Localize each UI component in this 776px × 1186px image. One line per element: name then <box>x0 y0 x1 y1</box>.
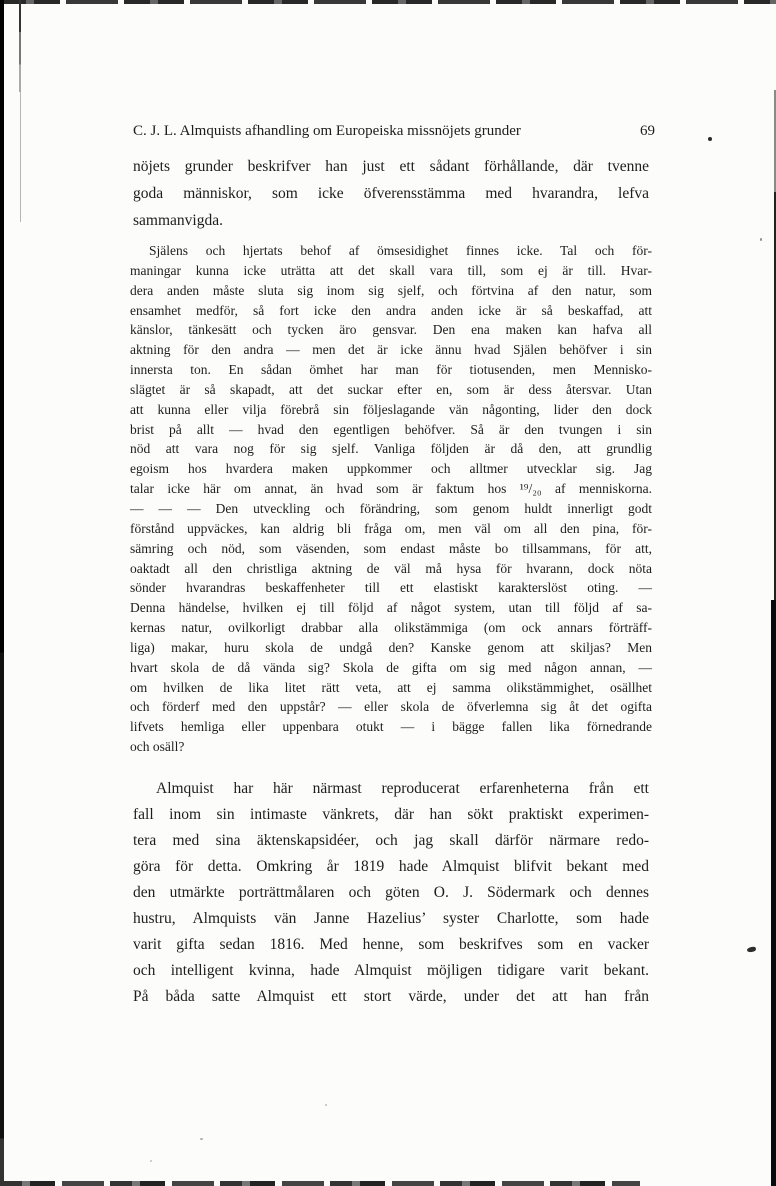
paragraph-top <box>133 153 649 234</box>
text-line: slägtet är så skapadt, att det suckar efter en, som är dess återsvar. Utan <box>130 381 652 397</box>
scan-artifact-top-edge <box>0 0 776 4</box>
text-line: dera anden måste sluta sig inom sig sjelf, och förtvina af den natur, som <box>130 282 652 298</box>
text-line: tera med sina äktenskapsidéer, och jag skall därför närmare redo- <box>133 832 649 849</box>
scan-speck <box>150 1160 152 1162</box>
text-line: den utmärkte porträttmålaren och göten O. J. Södermark och dennes <box>133 884 649 901</box>
text-line: lifvets hemliga eller uppenbara otukt — i bägge fallen lika förnedrande <box>130 719 652 735</box>
text-line: hustru, Almquists vän Janne Hazelius’ syster Charlotte, som hade <box>133 910 649 927</box>
text-line: att kunna eller vilja förebrå sin följeslagande vän någonting, lider den dock <box>130 401 652 417</box>
text-line: och osäll? <box>130 739 185 755</box>
text-line: nöjets grunder beskrifver han just ett sådant förhållande, där tvenne <box>133 158 649 175</box>
text-line: fall inom sin intimaste vänkrets, där han sökt praktiskt experimen- <box>133 806 649 823</box>
scan-speck <box>747 946 757 952</box>
page-number: 69 <box>640 123 655 139</box>
scan-artifact-bottom-edge <box>0 1181 640 1186</box>
text-line: och förderf med den uppstår? — eller skola de öfverlemna sig åt det ogifta <box>130 699 652 715</box>
text-line: liga) makar, huru skola de undgå den? Kanske genom att skiljas? Men <box>130 639 652 655</box>
text-line: nöd att vara nog för sig sjelf. Vanliga följden är då den, att grundlig <box>130 441 652 457</box>
text-line: känslor, tänkesätt och tycken äro gensvar. Den ena maken kan hafva all <box>130 322 652 338</box>
running-header <box>133 123 655 140</box>
text-line: kernas natur, ovilkorligt drabbar alla olikstämmiga (om ock annars förträff- <box>130 620 652 636</box>
text-line: Almquist har här närmast reproducerat erfarenheterna från ett <box>156 780 649 797</box>
text-line: oaktadt all den christliga aktning de väl må hysa för hvarann, dock nöta <box>130 560 652 576</box>
text-line: ensamhet medför, så fort icke den andra anden icke är så beskaffad, att <box>130 302 652 318</box>
text-line: innersta ton. En sådan ömhet har man för tiotusenden, men Mennisko- <box>130 362 652 378</box>
text-line: goda människor, som icke öfverensstämma med hvarandra, lefva <box>133 185 649 202</box>
scan-speck <box>760 238 762 241</box>
text-line: förstånd uppväckes, kan aldrig bli fråga om, men väl om all den pina, för- <box>130 520 652 536</box>
paragraph-bottom <box>133 776 649 1010</box>
quote-block <box>130 241 652 757</box>
text-line: sämring och nöd, som väsenden, som endast måste bo tillsammans, för att, <box>130 540 652 556</box>
scan-artifact-gutter-line-faint <box>20 92 21 222</box>
text-line: och intelligent kvinna, hade Almquist möjligen tidigare varit bekant. <box>133 962 649 979</box>
scan-speck <box>325 1104 327 1106</box>
text-line: maningar kunna icke uträtta att det skall vara till, som ej är till. Hvar- <box>130 262 652 278</box>
scan-speck <box>708 137 712 141</box>
scan-artifact-right-edge-thick <box>771 600 776 1186</box>
text-line: Själens och hjertats behof af ömsesidighet finnes icke. Tal och för- <box>149 243 652 258</box>
scan-speck <box>200 1138 203 1140</box>
text-line: varit gifta sedan 1816. Med henne, som beskrifves som en vacker <box>133 936 649 953</box>
text-line: sönder hvarandras beskaffenheter till ett elastiskt karakterslöst oting. — <box>130 580 652 596</box>
text-line: På båda satte Almquist ett stort värde, under det att han från <box>133 988 649 1005</box>
text-line: — — — Den utveckling och förändring, som genom huldt innerligt godt <box>130 500 652 516</box>
text-line: Denna händelse, hvilken ej till följd af något system, utan till följd af sa- <box>130 600 652 616</box>
text-line: hvart skola de då vända sig? Skola de gifta om sig med någon annan, — <box>130 659 652 675</box>
text-line: brist på allt — hvad den egentligen behöfver. Så är den tvungen i sin <box>130 421 652 437</box>
header-title: C. J. L. Almquists afhandling om Europeiska missnöjets grunder <box>133 123 521 139</box>
text-line: om hvilken de lika litet rätt veta, att ej samma olikstämmighet, osällhet <box>130 679 652 695</box>
text-line: egoism hos hvardera maken uppkommer och alltmer utvecklar sig. Jag <box>130 461 652 477</box>
text-line: talar icke här om annat, än hvad som är faktum hos ¹⁹/₂₀ af menniskorna. <box>130 481 652 497</box>
scan-artifact-gutter-line <box>19 0 21 92</box>
text-line: aktning för den andra — men det är icke ännu hvad Själen behöfver i sin <box>130 342 652 358</box>
scan-artifact-left-edge <box>0 0 4 1186</box>
text-line: sammanvigda. <box>133 212 223 229</box>
text-line: göra för detta. Omkring år 1819 hade Almquist blifvit bekant med <box>133 858 649 875</box>
